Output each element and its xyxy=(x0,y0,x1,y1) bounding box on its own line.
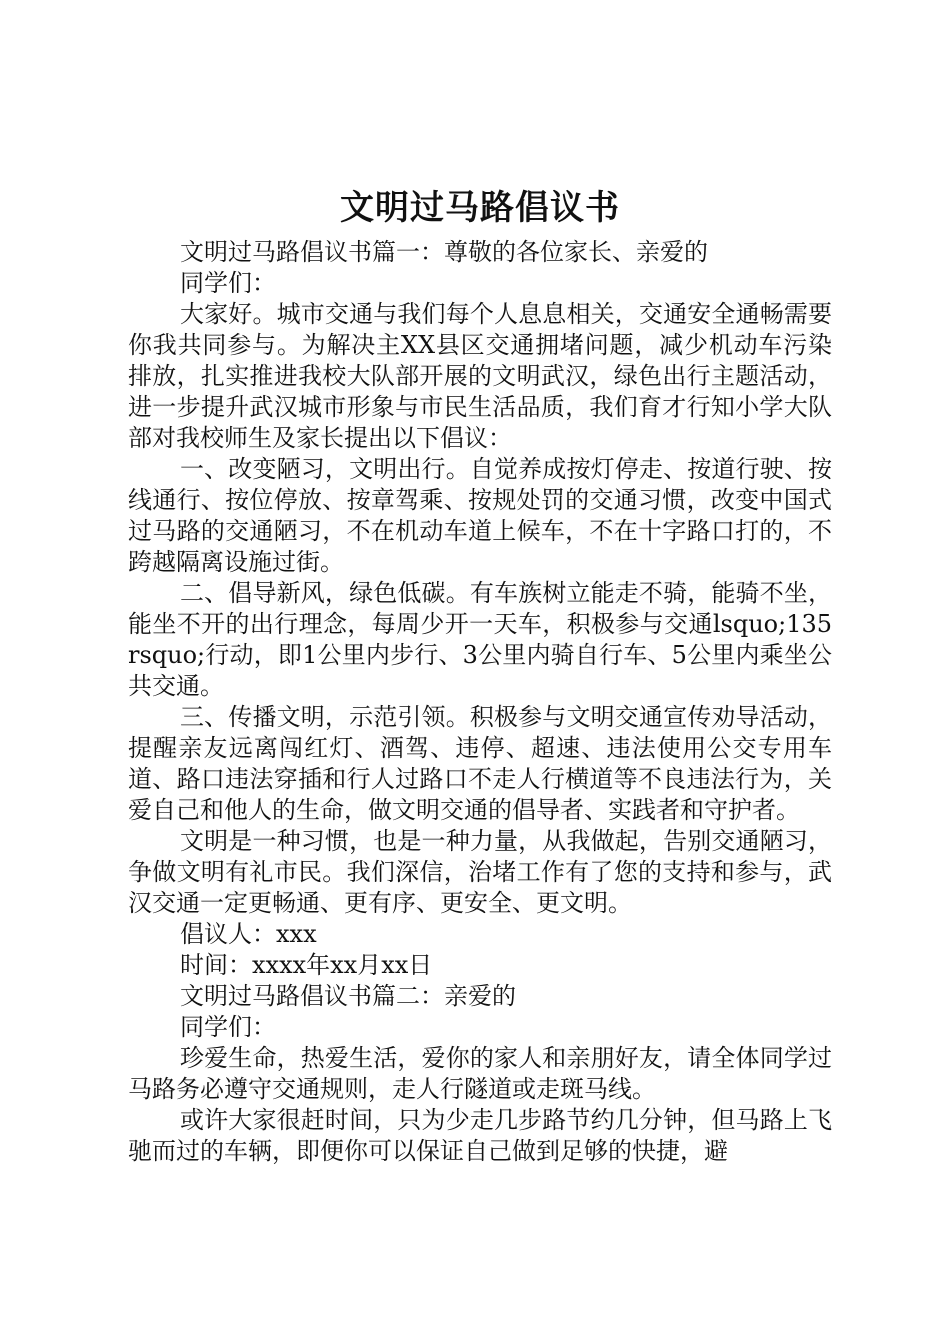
document-page xyxy=(128,183,832,1167)
paragraph-4: 一、改变陋习，文明出行。自觉养成按灯停走、按道行驶、按线通行、按位停放、按章驾乘、按规处罚的交通习惯，改变中国式过马路的交通陋习，不在机动车道上候车，不在十字路口打的，不跨越隔离设施过街。 xyxy=(128,455,832,576)
paragraph-11: 同学们： xyxy=(180,1013,276,1041)
paragraph-5: 二、倡导新风，绿色低碳。有车族树立能走不骑，能骑不坐，能坐不开的出行理念，每周少开一天车，积极参与交通lsquo;135rsquo;行动，即1公里内步行、3公里内骑自行车、5公里内乘坐公共交通。 xyxy=(128,579,832,700)
paragraph-3: 大家好。城市交通与我们每个人息息相关，交通安全通畅需要你我共同参与。为解决主XX县区交通拥堵问题，减少机动车污染排放，扎实推进我校大队部开展的文明武汉，绿色出行主题活动，进一步提升武汉城市形象与市民生活品质，我们育才行知小学大队部对我校师生及家长提出以下倡议： xyxy=(128,300,832,452)
paragraph-12: 珍爱生命，热爱生活，爱你的家人和亲朋好友，请全体同学过马路务必遵守交通规则，走人行隧道或走斑马线。 xyxy=(128,1044,832,1103)
paragraph-9: 时间：xxxx年xx月xx日 xyxy=(180,951,433,979)
document-title: 文明过马路倡议书 xyxy=(340,188,620,228)
paragraph-13: 或许大家很赶时间，只为少走几步路节约几分钟，但马路上飞驰而过的车辆，即便你可以保证自己做到足够的快捷，避 xyxy=(128,1106,832,1165)
paragraph-10: 文明过马路倡议书篇二：亲爱的 xyxy=(180,982,516,1010)
paragraph-7: 文明是一种习惯，也是一种力量，从我做起，告别交通陋习，争做文明有礼市民。我们深信，治堵工作有了您的支持和参与，武汉交通一定更畅通、更有序、更安全、更文明。 xyxy=(128,827,832,917)
paragraph-2: 同学们： xyxy=(180,269,276,297)
paragraph-8: 倡议人：xxx xyxy=(180,920,317,948)
paragraph-6: 三、传播文明，示范引领。积极参与文明交通宣传劝导活动，提醒亲友远离闯红灯、酒驾、违停、超速、违法使用公交专用车道、路口违法穿插和行人过路口不走人行横道等不良违法行为，关爱自己和他人的生命，做文明交通的倡导者、实践者和守护者。 xyxy=(128,703,832,824)
paragraph-1: 文明过马路倡议书篇一：尊敬的各位家长、亲爱的 xyxy=(180,238,708,266)
